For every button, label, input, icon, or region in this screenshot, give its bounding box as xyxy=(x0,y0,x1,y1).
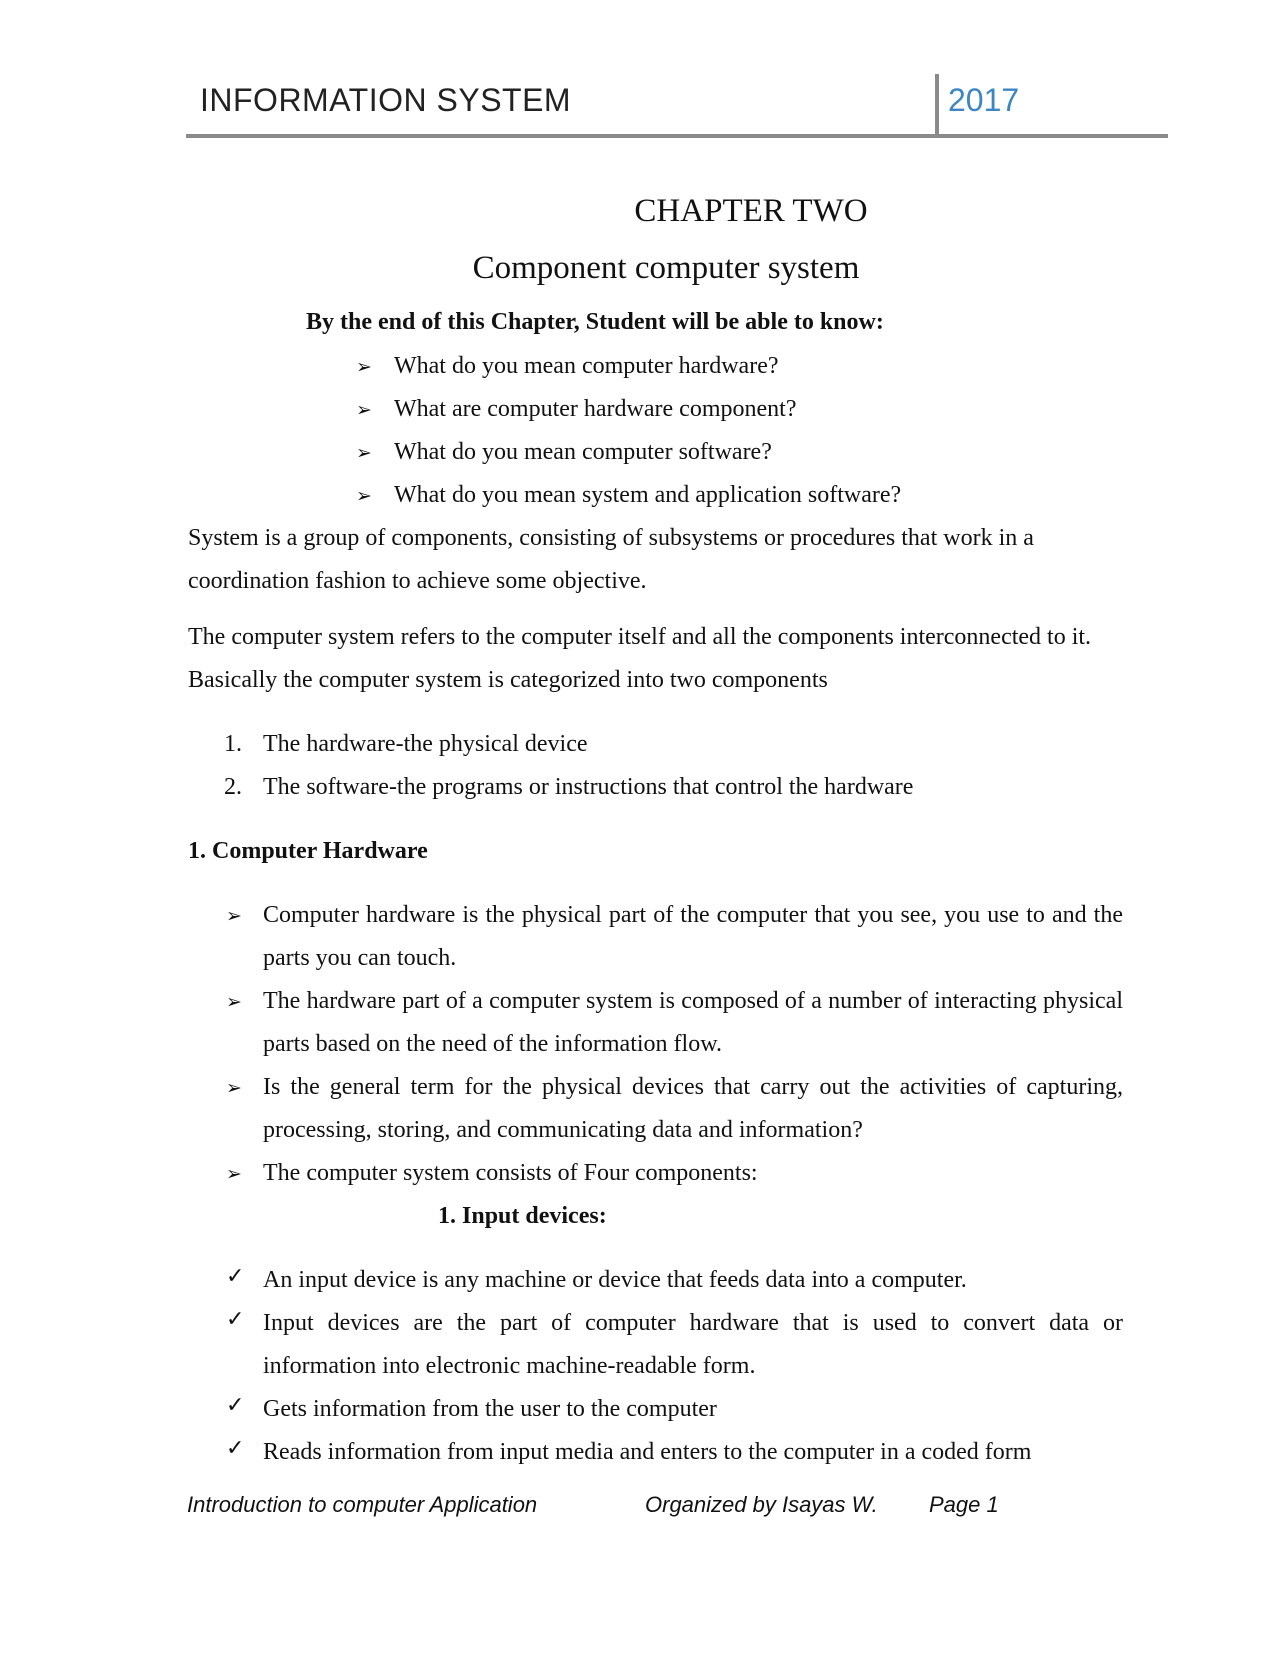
header-divider xyxy=(935,74,939,138)
input-bullet-text: Gets information from the user to the computer xyxy=(263,1396,717,1422)
arrow-bullet-icon: ➢ xyxy=(356,357,372,378)
component-text: The software-the programs or instructions that control the hardware xyxy=(263,774,914,800)
header-rule xyxy=(186,134,1168,138)
check-bullet-icon: ✓ xyxy=(226,1263,245,1288)
arrow-bullet-icon: ➢ xyxy=(226,1164,242,1185)
footer-page-number: Page 1 xyxy=(929,1492,999,1517)
objective-text: What do you mean computer software? xyxy=(394,439,772,465)
arrow-bullet-icon: ➢ xyxy=(226,1078,242,1099)
subsection-heading-input-devices: 1. Input devices: xyxy=(438,1203,607,1229)
chapter-title: Component computer system xyxy=(472,250,860,286)
hardware-bullet-text: The hardware part of a computer system is composed of a number of interacting physical parts based on the need of the information flow. xyxy=(263,988,1123,1057)
component-text: The hardware-the physical device xyxy=(263,731,588,757)
check-bullet-icon: ✓ xyxy=(226,1392,245,1417)
list-item xyxy=(224,766,914,809)
header-title: INFORMATION SYSTEM xyxy=(200,82,572,118)
objective-text: What are computer hardware component? xyxy=(394,396,797,422)
footer-course: Introduction to computer Application xyxy=(187,1492,538,1517)
footer-organizer: Organized by Isayas W. xyxy=(645,1492,878,1517)
arrow-bullet-icon: ➢ xyxy=(356,486,372,507)
hardware-bullet-text: Is the general term for the physical devices that carry out the activities of capturing, processing, storing, and communicating data and information? xyxy=(263,1074,1123,1143)
hardware-bullet-text: Computer hardware is the physical part of the computer that you see, you use to and the parts you can touch. xyxy=(263,902,1123,971)
intro-paragraph-2-line-2: Basically the computer system is categorized into two components xyxy=(188,667,828,693)
check-bullet-icon: ✓ xyxy=(226,1435,245,1460)
arrow-bullet-icon: ➢ xyxy=(226,992,242,1013)
arrow-bullet-icon: ➢ xyxy=(356,443,372,464)
check-bullet-icon: ✓ xyxy=(226,1306,245,1331)
header-year: 2017 xyxy=(948,82,1020,118)
arrow-bullet-icon: ➢ xyxy=(356,400,372,421)
section-heading-hardware: 1. Computer Hardware xyxy=(188,838,428,864)
objective-text: What do you mean computer hardware? xyxy=(394,353,779,379)
input-bullet-text: Reads information from input media and enters to the computer in a coded form xyxy=(263,1439,1032,1465)
hardware-bullet-text: The computer system consists of Four components: xyxy=(263,1160,758,1186)
list-item xyxy=(224,723,588,766)
input-bullet-text: Input devices are the part of computer hardware that is used to convert data or information into electronic machine-readable form. xyxy=(263,1310,1123,1379)
intro-paragraph-1-line-1: System is a group of components, consisting of subsystems or procedures that work in a xyxy=(188,525,1034,551)
input-bullet-text: An input device is any machine or device that feeds data into a computer. xyxy=(263,1267,967,1293)
chapter-number: CHAPTER TWO xyxy=(634,193,868,229)
objective-text: What do you mean system and application software? xyxy=(394,482,902,508)
list-number: 2. xyxy=(224,774,242,800)
list-number: 1. xyxy=(224,731,242,757)
intro-paragraph-2-line-1: The computer system refers to the computer itself and all the components interconnected to it. xyxy=(188,624,1092,650)
arrow-bullet-icon: ➢ xyxy=(226,906,242,927)
intro-paragraph-1-line-2: coordination fashion to achieve some objective. xyxy=(188,568,647,594)
objectives-heading: By the end of this Chapter, Student will be able to know: xyxy=(306,309,884,335)
